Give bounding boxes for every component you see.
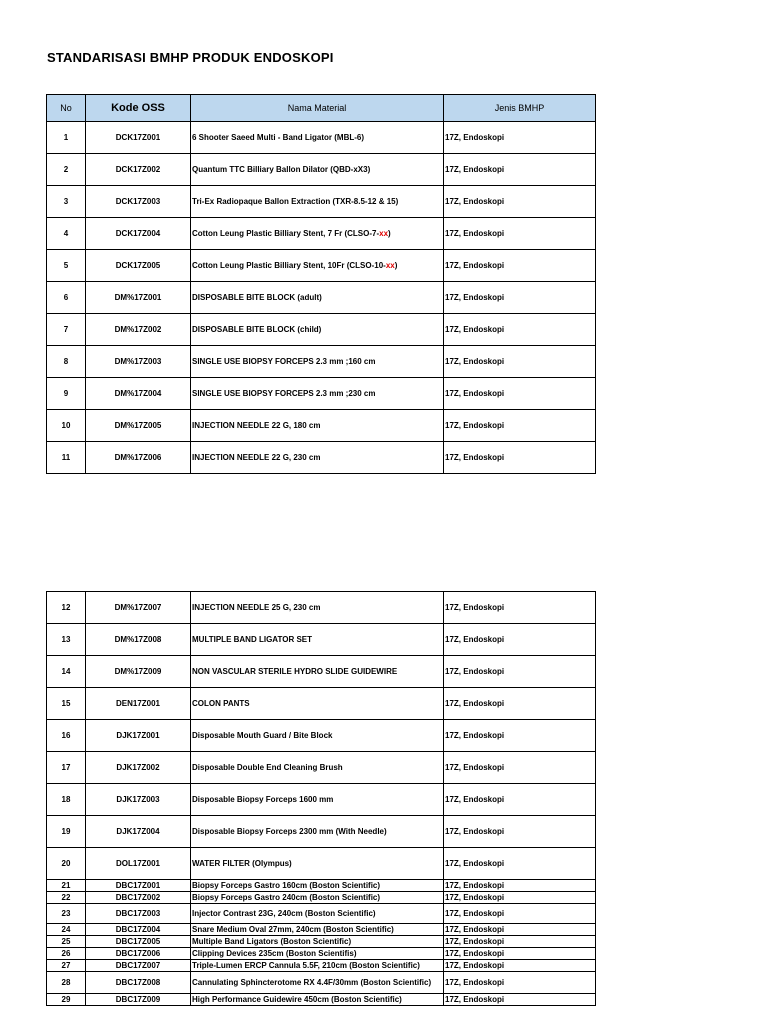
cell-jenis-bmhp: 17Z, Endoskopi xyxy=(444,948,596,960)
cell-nama-material: Disposable Biopsy Forceps 1600 mm xyxy=(191,784,444,816)
cell-jenis-bmhp: 17Z, Endoskopi xyxy=(444,154,596,186)
cell-kode-oss: DCK17Z001 xyxy=(86,122,191,154)
cell-nama-material: Injector Contrast 23G, 240cm (Boston Scientific) xyxy=(191,904,444,924)
cell-jenis-bmhp: 17Z, Endoskopi xyxy=(444,720,596,752)
header-jenis-bmhp: Jenis BMHP xyxy=(444,95,596,122)
cell-jenis-bmhp: 17Z, Endoskopi xyxy=(444,410,596,442)
table-row xyxy=(47,592,596,624)
cell-nama-material: INJECTION NEEDLE 22 G, 180 cm xyxy=(191,410,444,442)
cell-no: 3 xyxy=(47,186,86,218)
table-row xyxy=(47,972,596,994)
cell-jenis-bmhp: 17Z, Endoskopi xyxy=(444,378,596,410)
cell-no: 22 xyxy=(47,892,86,904)
cell-kode-oss: DJK17Z002 xyxy=(86,752,191,784)
cell-no: 10 xyxy=(47,410,86,442)
nama-placeholder-red: xx xyxy=(385,261,395,270)
cell-kode-oss: DBC17Z007 xyxy=(86,960,191,972)
cell-nama-material: DISPOSABLE BITE BLOCK (adult) xyxy=(191,282,444,314)
cell-jenis-bmhp: 17Z, Endoskopi xyxy=(444,314,596,346)
cell-nama-material: Cannulating Sphincterotome RX 4.4F/30mm (Boston Scientific) xyxy=(191,972,444,994)
cell-nama-material: Clipping Devices 235cm (Boston Scientifis) xyxy=(191,948,444,960)
table-row xyxy=(47,122,596,154)
cell-nama-material: Biopsy Forceps Gastro 240cm (Boston Scientific) xyxy=(191,892,444,904)
cell-kode-oss: DJK17Z004 xyxy=(86,816,191,848)
nama-text-end: ) xyxy=(388,229,391,238)
cell-no: 6 xyxy=(47,282,86,314)
cell-no: 18 xyxy=(47,784,86,816)
cell-nama-material: MULTIPLE BAND LIGATOR SET xyxy=(191,624,444,656)
cell-kode-oss: DM%17Z007 xyxy=(86,592,191,624)
cell-jenis-bmhp: 17Z, Endoskopi xyxy=(444,816,596,848)
cell-jenis-bmhp: 17Z, Endoskopi xyxy=(444,122,596,154)
cell-kode-oss: DJK17Z003 xyxy=(86,784,191,816)
cell-no: 13 xyxy=(47,624,86,656)
cell-nama-material: Biopsy Forceps Gastro 160cm (Boston Scientific) xyxy=(191,880,444,892)
cell-jenis-bmhp: 17Z, Endoskopi xyxy=(444,960,596,972)
cell-kode-oss: DCK17Z003 xyxy=(86,186,191,218)
cell-no: 23 xyxy=(47,904,86,924)
cell-kode-oss: DBC17Z004 xyxy=(86,924,191,936)
cell-kode-oss: DBC17Z003 xyxy=(86,904,191,924)
table-row xyxy=(47,410,596,442)
cell-jenis-bmhp: 17Z, Endoskopi xyxy=(444,688,596,720)
table-header-row xyxy=(47,95,596,122)
cell-no: 29 xyxy=(47,994,86,1006)
cell-no: 17 xyxy=(47,752,86,784)
table-row xyxy=(47,936,596,948)
header-kode-oss: Kode OSS xyxy=(86,95,191,122)
table-row xyxy=(47,784,596,816)
cell-nama-material: INJECTION NEEDLE 25 G, 230 cm xyxy=(191,592,444,624)
cell-nama-material xyxy=(191,250,444,282)
table-row xyxy=(47,948,596,960)
cell-no: 4 xyxy=(47,218,86,250)
cell-kode-oss: DCK17Z002 xyxy=(86,154,191,186)
cell-kode-oss: DM%17Z003 xyxy=(86,346,191,378)
cell-no: 15 xyxy=(47,688,86,720)
table-row xyxy=(47,880,596,892)
cell-kode-oss: DM%17Z001 xyxy=(86,282,191,314)
cell-nama-material: INJECTION NEEDLE 22 G, 230 cm xyxy=(191,442,444,474)
cell-no: 28 xyxy=(47,972,86,994)
table-row xyxy=(47,314,596,346)
cell-kode-oss: DBC17Z001 xyxy=(86,880,191,892)
cell-no: 21 xyxy=(47,880,86,892)
cell-no: 5 xyxy=(47,250,86,282)
cell-kode-oss: DBC17Z009 xyxy=(86,994,191,1006)
cell-kode-oss: DM%17Z002 xyxy=(86,314,191,346)
cell-nama-material: NON VASCULAR STERILE HYDRO SLIDE GUIDEWIRE xyxy=(191,656,444,688)
cell-jenis-bmhp: 17Z, Endoskopi xyxy=(444,848,596,880)
header-nama-material: Nama Material xyxy=(191,95,444,122)
cell-nama-material: High Performance Guidewire 450cm (Boston Scientific) xyxy=(191,994,444,1006)
table-row xyxy=(47,378,596,410)
cell-jenis-bmhp: 17Z, Endoskopi xyxy=(444,250,596,282)
cell-nama-material: COLON PANTS xyxy=(191,688,444,720)
cell-nama-material: SINGLE USE BIOPSY FORCEPS 2.3 mm ;160 cm xyxy=(191,346,444,378)
cell-no: 12 xyxy=(47,592,86,624)
cell-nama-material: Triple-Lumen ERCP Cannula 5.5F, 210cm (Boston Scientific) xyxy=(191,960,444,972)
cell-nama-material: Disposable Mouth Guard / Bite Block xyxy=(191,720,444,752)
cell-no: 7 xyxy=(47,314,86,346)
cell-kode-oss: DJK17Z001 xyxy=(86,720,191,752)
cell-nama-material: SINGLE USE BIOPSY FORCEPS 2.3 mm ;230 cm xyxy=(191,378,444,410)
cell-jenis-bmhp: 17Z, Endoskopi xyxy=(444,282,596,314)
table-row xyxy=(47,892,596,904)
cell-jenis-bmhp: 17Z, Endoskopi xyxy=(444,994,596,1006)
cell-jenis-bmhp: 17Z, Endoskopi xyxy=(444,186,596,218)
cell-no: 16 xyxy=(47,720,86,752)
cell-jenis-bmhp: 17Z, Endoskopi xyxy=(444,972,596,994)
cell-kode-oss: DBC17Z008 xyxy=(86,972,191,994)
cell-jenis-bmhp: 17Z, Endoskopi xyxy=(444,624,596,656)
cell-no: 24 xyxy=(47,924,86,936)
cell-no: 9 xyxy=(47,378,86,410)
table-row xyxy=(47,994,596,1006)
cell-no: 27 xyxy=(47,960,86,972)
cell-nama-material: Disposable Double End Cleaning Brush xyxy=(191,752,444,784)
cell-no: 2 xyxy=(47,154,86,186)
table-row xyxy=(47,752,596,784)
cell-kode-oss: DCK17Z004 xyxy=(86,218,191,250)
table-row xyxy=(47,250,596,282)
cell-kode-oss: DBC17Z002 xyxy=(86,892,191,904)
cell-kode-oss: DBC17Z005 xyxy=(86,936,191,948)
table-row xyxy=(47,442,596,474)
cell-nama-material: Tri-Ex Radiopaque Ballon Extraction (TXR-8.5-12 & 15) xyxy=(191,186,444,218)
cell-jenis-bmhp: 17Z, Endoskopi xyxy=(444,442,596,474)
cell-jenis-bmhp: 17Z, Endoskopi xyxy=(444,592,596,624)
cell-jenis-bmhp: 17Z, Endoskopi xyxy=(444,892,596,904)
table-row xyxy=(47,960,596,972)
nama-text-end: ) xyxy=(394,261,398,270)
table-row xyxy=(47,904,596,924)
cell-jenis-bmhp: 17Z, Endoskopi xyxy=(444,656,596,688)
cell-nama-material: DISPOSABLE BITE BLOCK (child) xyxy=(191,314,444,346)
cell-no: 25 xyxy=(47,936,86,948)
cell-no: 20 xyxy=(47,848,86,880)
cell-jenis-bmhp: 17Z, Endoskopi xyxy=(444,904,596,924)
nama-placeholder-red: xx xyxy=(379,229,389,238)
cell-kode-oss: DM%17Z004 xyxy=(86,378,191,410)
cell-kode-oss: DOL17Z001 xyxy=(86,848,191,880)
cell-nama-material: 6 Shooter Saeed Multi - Band Ligator (MBL-6) xyxy=(191,122,444,154)
cell-jenis-bmhp: 17Z, Endoskopi xyxy=(444,936,596,948)
table-row xyxy=(47,346,596,378)
table-row xyxy=(47,218,596,250)
table-row xyxy=(47,282,596,314)
cell-no: 14 xyxy=(47,656,86,688)
table-row xyxy=(47,720,596,752)
cell-kode-oss: DM%17Z005 xyxy=(86,410,191,442)
cell-no: 26 xyxy=(47,948,86,960)
nama-text: Cotton Leung Plastic Billiary Stent, 7 Fr (CLSO-7- xyxy=(192,229,380,238)
cell-kode-oss: DM%17Z006 xyxy=(86,442,191,474)
cell-jenis-bmhp: 17Z, Endoskopi xyxy=(444,752,596,784)
table-row xyxy=(47,656,596,688)
header-no: No xyxy=(47,95,86,122)
cell-no: 19 xyxy=(47,816,86,848)
cell-nama-material: Disposable Biopsy Forceps 2300 mm (With Needle) xyxy=(191,816,444,848)
table-row xyxy=(47,848,596,880)
cell-nama-material xyxy=(191,218,444,250)
cell-kode-oss: DEN17Z001 xyxy=(86,688,191,720)
cell-no: 8 xyxy=(47,346,86,378)
cell-nama-material: Snare Medium Oval 27mm, 240cm (Boston Scientific) xyxy=(191,924,444,936)
cell-nama-material: Multiple Band Ligators (Boston Scientific) xyxy=(191,936,444,948)
cell-kode-oss: DM%17Z008 xyxy=(86,624,191,656)
material-table-2 xyxy=(46,591,596,1006)
table-row xyxy=(47,924,596,936)
cell-nama-material: Quantum TTC Billiary Ballon Dilator (QBD-xX3) xyxy=(191,154,444,186)
table-row xyxy=(47,816,596,848)
table-row xyxy=(47,624,596,656)
cell-jenis-bmhp: 17Z, Endoskopi xyxy=(444,784,596,816)
cell-jenis-bmhp: 17Z, Endoskopi xyxy=(444,880,596,892)
cell-no: 1 xyxy=(47,122,86,154)
cell-jenis-bmhp: 17Z, Endoskopi xyxy=(444,218,596,250)
table-row xyxy=(47,186,596,218)
cell-kode-oss: DM%17Z009 xyxy=(86,656,191,688)
cell-nama-material: WATER FILTER (Olympus) xyxy=(191,848,444,880)
page-title: STANDARISASI BMHP PRODUK ENDOSKOPI xyxy=(47,50,334,65)
cell-jenis-bmhp: 17Z, Endoskopi xyxy=(444,346,596,378)
cell-jenis-bmhp: 17Z, Endoskopi xyxy=(444,924,596,936)
cell-kode-oss: DBC17Z006 xyxy=(86,948,191,960)
cell-no: 11 xyxy=(47,442,86,474)
cell-kode-oss: DCK17Z005 xyxy=(86,250,191,282)
material-table-1 xyxy=(46,94,596,474)
table-row xyxy=(47,688,596,720)
nama-text: Cotton Leung Plastic Billiary Stent, 10Fr (CLSO-10- xyxy=(192,261,386,270)
table-row xyxy=(47,154,596,186)
